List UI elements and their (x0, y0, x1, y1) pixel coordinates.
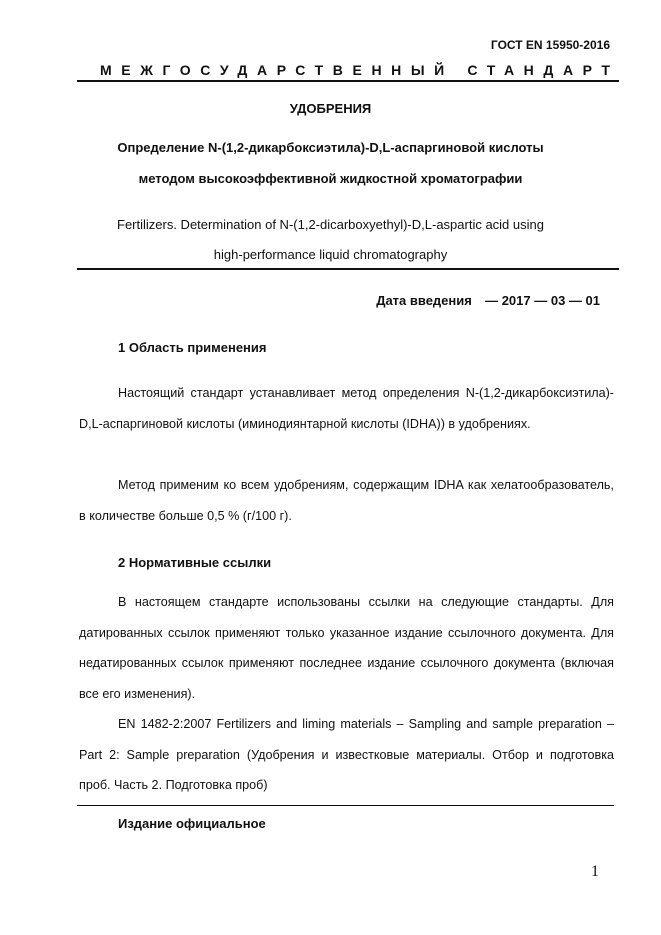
footer-rule (77, 805, 614, 806)
russian-subtitle-line1: Определение N-(1,2-дикарбоксиэтила)-D,L-аспаргиновой кислоты (117, 140, 544, 155)
official-edition-label: Издание официальное (118, 816, 266, 831)
section-2-heading: 2 Нормативные ссылки (118, 555, 272, 570)
page-number: 1 (591, 863, 599, 880)
section-1-heading: 1 Область применения (118, 340, 267, 355)
english-subtitle-line2: high-performance liquid chromatography (213, 247, 448, 262)
section-2-paragraph-2-text: EN 1482-2:2007 Fertilizers and liming materials – Sampling and sample preparation – Part 2: Sample preparation (Удобрения и известковые материалы. Отбор и подготовка проб. Часть 2. Подготовка проб) (79, 717, 614, 792)
section-1-paragraph-2-text: Метод применим ко всем удобрениям, содержащим IDHA как хелатообразователь, в количестве больше 0,5 % (г/100 г). (79, 478, 614, 523)
document-title: УДОБРЕНИЯ (289, 101, 372, 116)
introduction-date-label: Дата введения (376, 293, 472, 308)
title-rule (77, 268, 619, 270)
english-subtitle-line1: Fertilizers. Determination of N-(1,2-dicarboxyethyl)-D,L-aspartic acid using (117, 217, 544, 232)
russian-subtitle-line2: методом высокоэффективной жидкостной хроматографии (138, 171, 523, 186)
introduction-date (376, 293, 600, 308)
introduction-date-value: — 2017 — 03 — 01 (485, 293, 600, 308)
section-2-paragraph-1 (79, 587, 614, 709)
section-1-paragraph-1-text: Настоящий стандарт устанавливает метод определения N-(1,2-дикарбоксиэтила)-D,L-аспаргиновой кислоты (иминодиянтарной кислоты (IDHA)) в удобрениях. (79, 386, 614, 431)
section-2-paragraph-1-text: В настоящем стандарте использованы ссылки на следующие стандарты. Для датированных ссылок применяют только указанное издание ссылочного документа. Для недатированных ссылок применяют последнее издание ссылочного документа (включая все его изменения). (79, 595, 614, 701)
section-1-paragraph-2 (79, 470, 614, 531)
interstate-standard-label: МЕЖГОСУДАРСТВЕННЫЙ СТАНДАРТ (100, 62, 620, 78)
section-1-paragraph-1 (79, 378, 614, 439)
standard-code: ГОСТ EN 15950-2016 (490, 38, 610, 52)
header-rule (77, 80, 619, 82)
section-2-paragraph-2 (79, 709, 614, 801)
